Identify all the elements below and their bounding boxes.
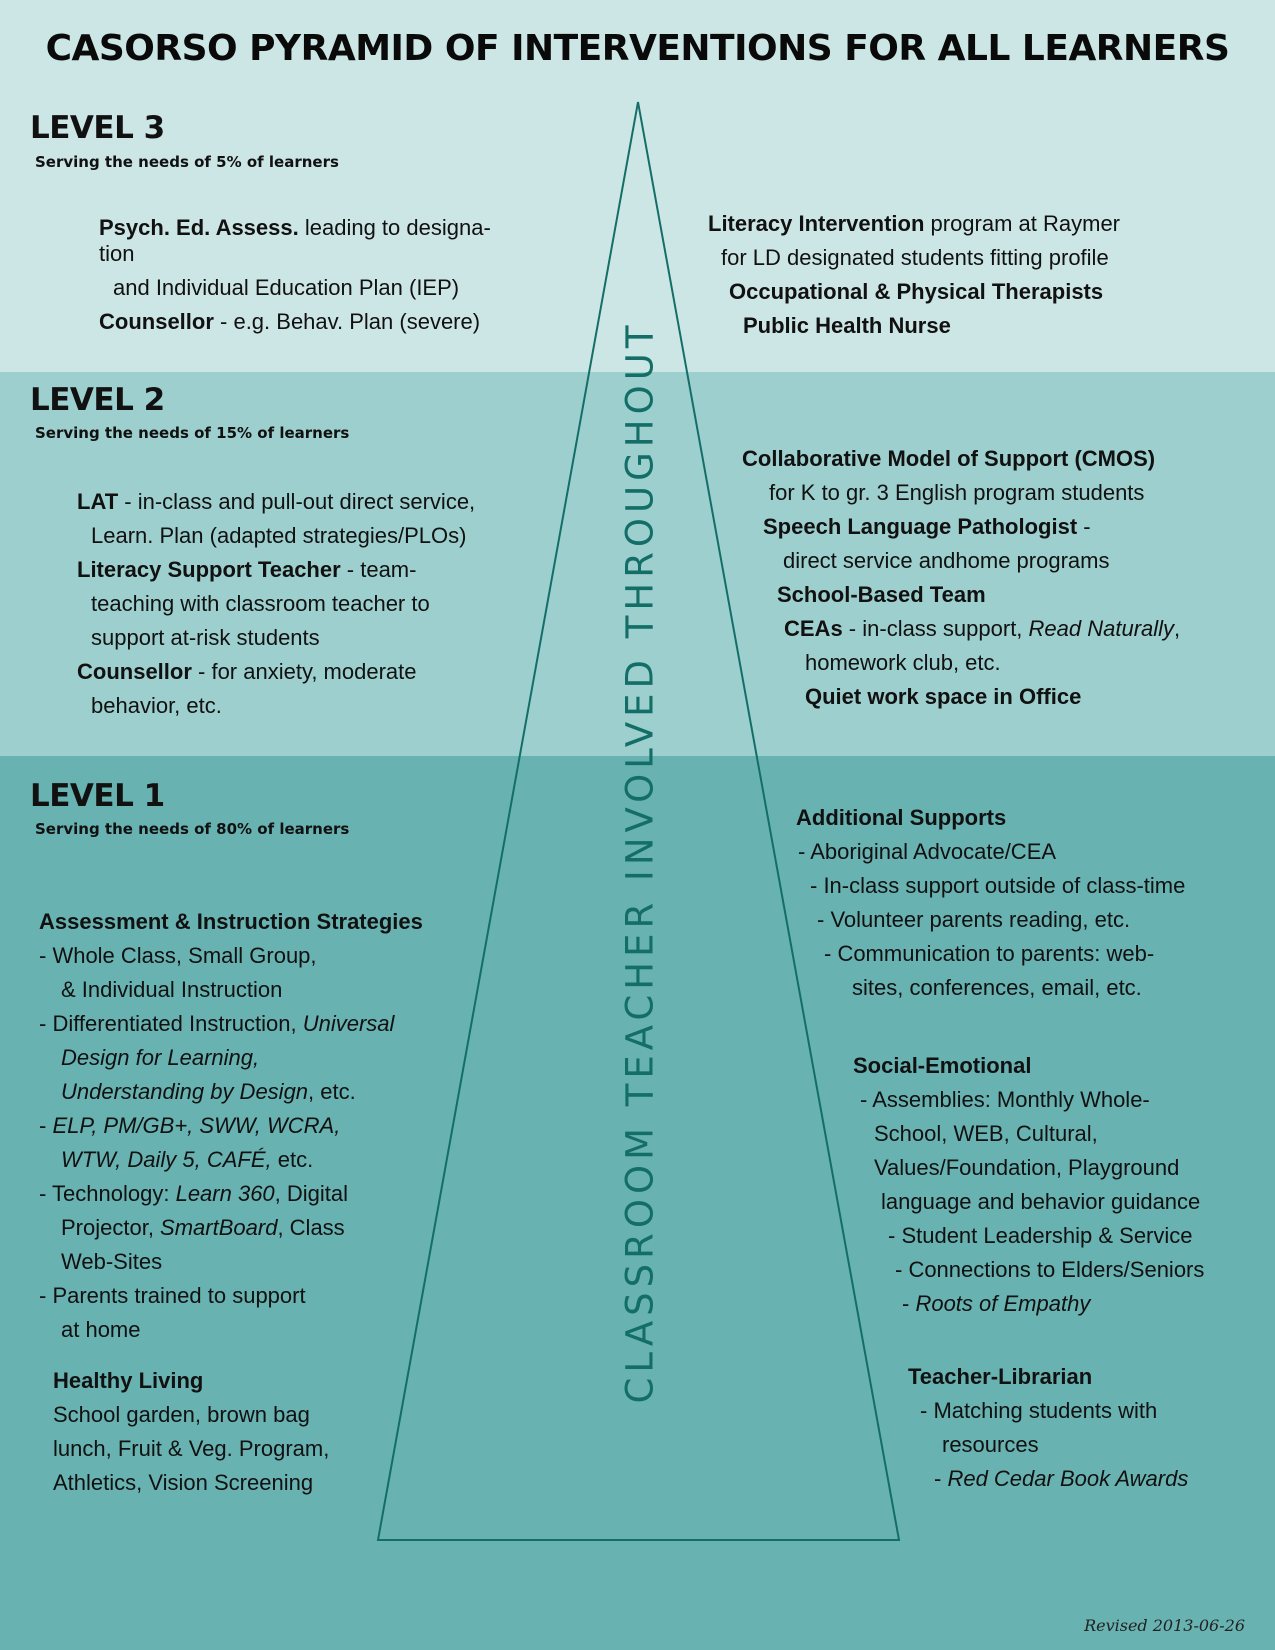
counsellor2-line	[77, 655, 475, 689]
ceas-line2: homework club, etc.	[805, 650, 1001, 675]
diff-line	[39, 1007, 423, 1041]
healthy-line1: School garden, brown bag	[53, 1402, 310, 1427]
level3-left-block	[99, 215, 491, 267]
tl-line2: resources	[942, 1432, 1039, 1457]
social-heading: Social-Emotional	[853, 1053, 1032, 1078]
iep-line: and Individual Education Plan (IEP)	[113, 275, 460, 300]
websites-line: Web-Sites	[61, 1249, 163, 1274]
proj-text: Projector,	[61, 1215, 161, 1240]
cmos-label: Collaborative Model of Support (CMOS)	[742, 446, 1156, 471]
elp-line	[39, 1109, 423, 1143]
additional-heading: Additional Supports	[796, 805, 1007, 830]
ubd-line	[39, 1075, 423, 1109]
librarian-heading-line	[908, 1360, 1188, 1394]
ceas-end: ,	[1174, 616, 1181, 641]
slp-line	[742, 510, 1180, 544]
psych-line2: tion	[99, 241, 135, 266]
lat-line2: Learn. Plan (adapted strategies/PLOs)	[91, 523, 467, 548]
tech-line	[39, 1177, 423, 1211]
se-line3: Values/Foundation, Playground	[874, 1155, 1180, 1180]
psych-label: Psych. Ed. Assess.	[99, 215, 299, 240]
social-heading-line	[853, 1049, 1204, 1083]
udl-italic: Design for Learning,	[61, 1045, 260, 1070]
page-title: CASORSO PYRAMID OF INTERVENTIONS FOR ALL LEARNERS	[45, 28, 1230, 69]
tl3-italic: Red Cedar Book Awards	[947, 1466, 1189, 1491]
healthy-living-block	[53, 1364, 329, 1500]
ceas-line	[742, 612, 1180, 646]
level2-subheading: Serving the needs of 15% of learners	[35, 424, 350, 442]
sbt-label: School-Based Team	[777, 582, 986, 607]
parents-line2: at home	[61, 1317, 141, 1342]
healthy-line3: Athletics, Vision Screening	[53, 1470, 314, 1495]
therapists-line	[708, 275, 1120, 309]
teacher-librarian-block	[908, 1360, 1188, 1496]
parents-line: - Parents trained to support	[39, 1283, 306, 1308]
tl-line3	[908, 1462, 1188, 1496]
udl-line	[39, 1041, 423, 1075]
tl3-text: -	[934, 1466, 948, 1491]
lat-text: - in-class and pull-out direct service,	[118, 489, 476, 514]
librarian-heading: Teacher-Librarian	[908, 1364, 1093, 1389]
lst-label: Literacy Support Teacher	[77, 557, 341, 582]
individual-line: & Individual Instruction	[61, 977, 283, 1002]
lst-line2: teaching with classroom teacher to	[91, 591, 430, 616]
cmos-line2: for K to gr. 3 English program students	[769, 480, 1145, 505]
psych-text: leading to designa-	[298, 215, 491, 240]
counsellor2-line2: behavior, etc.	[91, 693, 222, 718]
level2-right-block	[742, 442, 1180, 714]
tech-end: , Digital	[274, 1181, 349, 1206]
lst-text: - team-	[340, 557, 417, 582]
wtw-line	[39, 1143, 423, 1177]
level2-left-block	[77, 485, 475, 723]
additional-supports-block	[796, 801, 1185, 1005]
add-line2: - In-class support outside of class-time	[810, 873, 1186, 898]
add-line4: - Communication to parents: web-	[824, 941, 1155, 966]
healthy-heading-line	[53, 1364, 329, 1398]
whole-class-line: - Whole Class, Small Group,	[39, 943, 317, 968]
proj-end: , Class	[277, 1215, 345, 1240]
se-line7	[853, 1287, 1204, 1321]
level3-subheading: Serving the needs of 5% of learners	[35, 153, 339, 171]
proj-italic: SmartBoard	[160, 1215, 278, 1240]
lst-line	[77, 553, 475, 587]
ais-heading-line	[39, 905, 423, 939]
se-line6: - Connections to Elders/Seniors	[895, 1257, 1205, 1282]
literacy-intervention-text: program at Raymer	[924, 211, 1121, 236]
therapists-label: Occupational & Physical Therapists	[729, 279, 1104, 304]
social-emotional-block	[853, 1049, 1204, 1321]
ld-line: for LD designated students fitting profile	[721, 245, 1109, 270]
level1-left-block	[39, 905, 423, 1347]
add-line1: - Aboriginal Advocate/CEA	[798, 839, 1057, 864]
healthy-line2: lunch, Fruit & Veg. Program,	[53, 1436, 330, 1461]
se-line1: - Assemblies: Monthly Whole-	[860, 1087, 1150, 1112]
tl-line1: - Matching students with	[920, 1398, 1158, 1423]
ais-heading: Assessment & Instruction Strategies	[39, 909, 423, 934]
pyramid-label: CLASSROOM TEACHER INVOLVED THROUGHOUT	[618, 320, 662, 1404]
se-line2: School, WEB, Cultural,	[874, 1121, 1098, 1146]
wtw-italic: WTW, Daily 5, CAFÉ,	[61, 1147, 272, 1172]
lat-label: LAT	[77, 489, 119, 514]
quiet-line	[742, 680, 1180, 714]
level2-heading: LEVEL 2	[30, 382, 165, 418]
counsellor2-label: Counsellor	[77, 659, 192, 684]
se-line5: - Student Leadership & Service	[888, 1223, 1193, 1248]
se7-text: -	[902, 1291, 916, 1316]
level1-heading: LEVEL 1	[30, 778, 165, 814]
nurse-line	[708, 309, 1120, 343]
lat-line	[77, 485, 475, 519]
cmos-line	[742, 442, 1180, 476]
nurse-label: Public Health Nurse	[743, 313, 951, 338]
revised-date: Revised 2013-06-26	[1084, 1616, 1245, 1635]
ubd-text: , etc.	[308, 1079, 356, 1104]
proj-line	[39, 1211, 423, 1245]
diff-italic: Universal	[302, 1011, 395, 1036]
psych-line	[99, 215, 491, 241]
literacy-intervention-label: Literacy Intervention	[708, 211, 925, 236]
counsellor3-text: - e.g. Behav. Plan (severe)	[213, 309, 481, 334]
ceas-text: - in-class support,	[842, 616, 1029, 641]
counsellor3-line	[99, 305, 480, 339]
additional-heading-line	[796, 801, 1185, 835]
elp-italic: ELP, PM/GB+, SWW, WCRA,	[52, 1113, 341, 1138]
level3-right-block	[708, 207, 1120, 343]
literacy-intervention-line	[708, 207, 1120, 241]
add-line3: - Volunteer parents reading, etc.	[817, 907, 1131, 932]
healthy-heading: Healthy Living	[53, 1368, 204, 1393]
add-line5: sites, conferences, email, etc.	[852, 975, 1142, 1000]
ceas-label: CEAs	[784, 616, 843, 641]
ceas-italic: Read Naturally	[1028, 616, 1175, 641]
elp-text: -	[39, 1113, 53, 1138]
quiet-label: Quiet work space in Office	[805, 684, 1082, 709]
tech-italic: Learn 360	[175, 1181, 275, 1206]
level3-left-block2	[99, 271, 480, 339]
counsellor2-text: - for anxiety, moderate	[191, 659, 417, 684]
slp-line2: direct service andhome programs	[783, 548, 1110, 573]
level1-subheading: Serving the needs of 80% of learners	[35, 820, 350, 838]
lst-line3: support at-risk students	[91, 625, 320, 650]
ubd-italic: Understanding by Design	[61, 1079, 309, 1104]
level3-heading: LEVEL 3	[30, 110, 165, 146]
counsellor3-label: Counsellor	[99, 309, 214, 334]
slp-label: Speech Language Pathologist	[763, 514, 1078, 539]
tech-text: - Technology:	[39, 1181, 176, 1206]
sbt-line	[742, 578, 1180, 612]
slp-text: -	[1077, 514, 1091, 539]
se7-italic: Roots of Empathy	[915, 1291, 1091, 1316]
wtw-text: etc.	[271, 1147, 314, 1172]
diff-text: - Differentiated Instruction,	[39, 1011, 303, 1036]
se-line4: language and behavior guidance	[881, 1189, 1201, 1214]
